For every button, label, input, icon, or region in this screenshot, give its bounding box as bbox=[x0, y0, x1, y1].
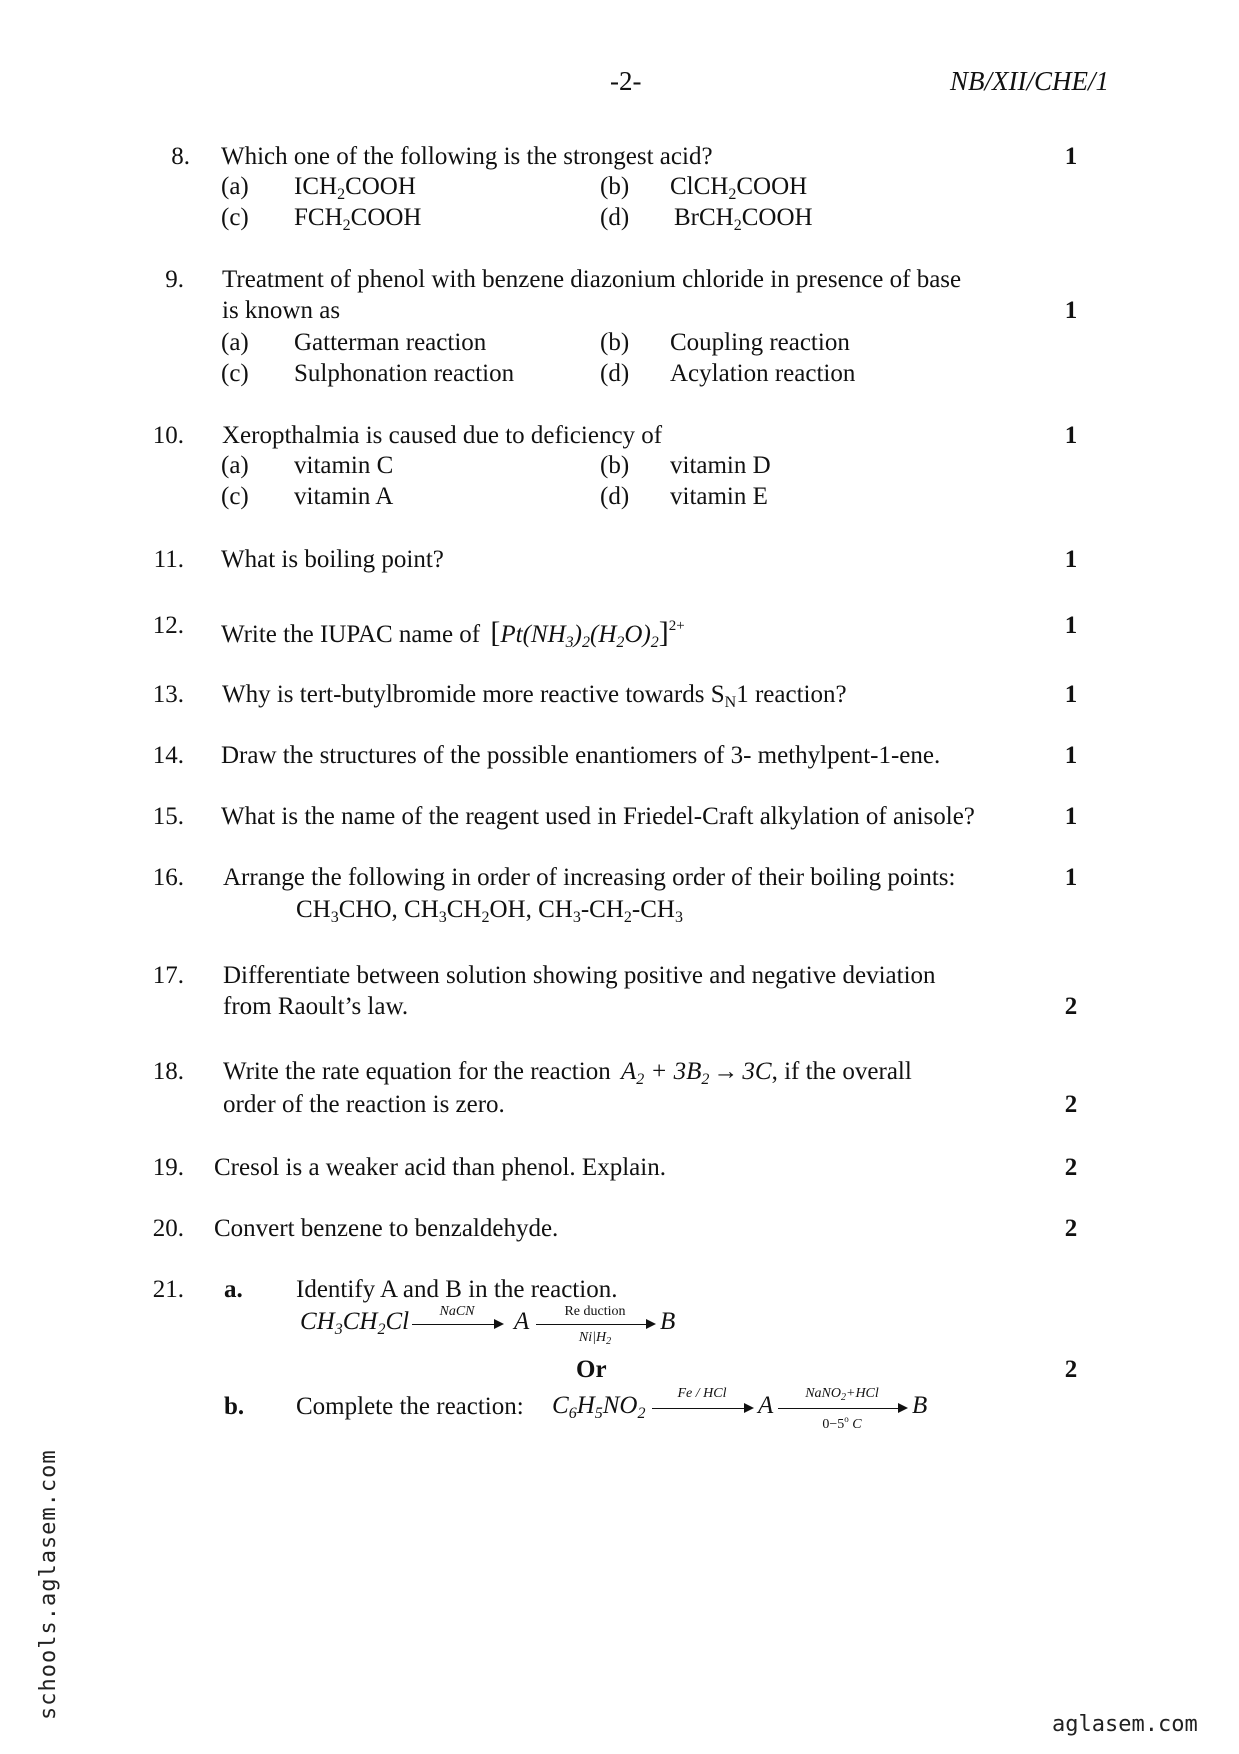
arrow-3-reagent: Fe / HCl bbox=[677, 1386, 727, 1401]
reaction-arrow-4 bbox=[778, 1408, 906, 1409]
q13-number: 13. bbox=[152, 681, 184, 708]
q9-option-a: Gatterman reaction bbox=[294, 329, 487, 356]
q8-number: 8. bbox=[171, 143, 190, 170]
q8-option-d: BrCH$_2$COOH bbox=[674, 204, 813, 234]
q15-text: What is the name of the reagent used in Friedel-Craft alkylation of anisole? bbox=[221, 803, 975, 830]
q12-formula: $[Pt(NH_3)_2(H_2O)_2]^{2+}$ bbox=[490, 616, 685, 651]
q12-marks: 1 bbox=[1064, 612, 1078, 639]
q8-option-c: $FCH_2COOH$ bbox=[294, 204, 422, 234]
q9-c-label: (c) bbox=[221, 360, 249, 387]
arrow-2-reagent: Re duction bbox=[564, 1304, 626, 1319]
q10-marks: 1 bbox=[1064, 422, 1078, 449]
q8-marks: 1 bbox=[1064, 143, 1078, 170]
q17-number: 17. bbox=[152, 962, 184, 989]
q10-a-label: (a) bbox=[221, 452, 249, 479]
q17-text-line2: from Raoult’s law. bbox=[223, 993, 409, 1020]
q18-number: 18. bbox=[152, 1058, 184, 1085]
q10-option-c: vitamin A bbox=[294, 483, 394, 510]
q9-text-line2: is known as bbox=[222, 297, 341, 324]
q9-number: 9. bbox=[165, 266, 184, 293]
q20-text: Convert benzene to benzaldehyde. bbox=[214, 1215, 559, 1242]
page-number: -2- bbox=[610, 66, 642, 96]
reaction-arrow-2 bbox=[536, 1324, 654, 1325]
q10-option-d: vitamin E bbox=[670, 483, 768, 510]
q9-text-line1: Treatment of phenol with benzene diazonium chloride in presence of base bbox=[222, 266, 962, 293]
q20-marks: 2 bbox=[1064, 1215, 1078, 1242]
q16-text: Arrange the following in order of increasing order of their boiling points: bbox=[223, 864, 956, 891]
q17-marks: 2 bbox=[1064, 993, 1078, 1020]
q21-number: 21. bbox=[152, 1276, 184, 1303]
q14-text: Draw the structures of the possible enantiomers of 3- methylpent-1-ene. bbox=[221, 742, 941, 769]
arrow-4-condition: $0-5^o$ C bbox=[822, 1414, 862, 1432]
q13-text: Why is tert-butylbromide more reactive towards $S_N1$ reaction? bbox=[222, 681, 847, 711]
q20-number: 20. bbox=[152, 1215, 184, 1242]
q10-number: 10. bbox=[152, 422, 184, 449]
q8-d-label: (d) bbox=[600, 204, 630, 231]
footer-watermark: aglasem.com bbox=[1052, 1712, 1198, 1737]
q16-compounds: $CH_3CHO$, $CH_3CH_2OH$, $CH_3-CH_2-CH_3$ bbox=[296, 896, 683, 926]
q11-number: 11. bbox=[153, 546, 184, 573]
q11-marks: 1 bbox=[1064, 546, 1078, 573]
q8-text: Which one of the following is the strongest acid? bbox=[221, 143, 713, 170]
q21-b-text: Complete the reaction: bbox=[296, 1393, 524, 1420]
q17-text-line1: Differentiate between solution showing positive and negative deviation bbox=[223, 962, 936, 989]
q9-a-label: (a) bbox=[221, 329, 249, 356]
arrow-2-condition: $Ni|H_2$ bbox=[578, 1330, 612, 1347]
q8-b-label: (b) bbox=[600, 173, 630, 200]
q15-marks: 1 bbox=[1064, 803, 1078, 830]
q21-b-label: b. bbox=[224, 1393, 245, 1420]
q14-number: 14. bbox=[152, 742, 184, 769]
q14-marks: 1 bbox=[1064, 742, 1078, 769]
q18-marks: 2 bbox=[1064, 1091, 1078, 1118]
arrow-4-reagent: NaNO$_2$+HCl bbox=[805, 1386, 879, 1403]
q9-option-d: Acylation reaction bbox=[670, 360, 856, 387]
q16-marks: 1 bbox=[1064, 864, 1078, 891]
q13-marks: 1 bbox=[1064, 681, 1078, 708]
q19-marks: 2 bbox=[1064, 1154, 1078, 1181]
side-watermark: schools.aglasem.com bbox=[36, 1449, 61, 1720]
q9-b-label: (b) bbox=[600, 329, 630, 356]
q18-text-line1: Write the rate equation for the reaction $A_2 + 3B_2 \to 3C$, if the overall bbox=[223, 1058, 912, 1088]
q12-text: Write the IUPAC name of $[Pt(NH_3)_2(H_2O)_2]^{2+}$ bbox=[221, 616, 685, 651]
q19-text: Cresol is a weaker acid than phenol. Explain. bbox=[214, 1154, 666, 1181]
q10-option-b: vitamin D bbox=[670, 452, 771, 479]
q10-c-label: (c) bbox=[221, 483, 249, 510]
q9-option-b: Coupling reaction bbox=[670, 329, 850, 356]
reaction-arrow-1 bbox=[412, 1324, 502, 1325]
q10-b-label: (b) bbox=[600, 452, 630, 479]
reaction-arrow-3 bbox=[652, 1408, 752, 1409]
q10-text: Xeropthalmia is caused due to deficiency of bbox=[222, 422, 663, 449]
q16-number: 16. bbox=[152, 864, 184, 891]
q10-d-label: (d) bbox=[600, 483, 630, 510]
q8-option-b: ClCH$_2$COOH bbox=[670, 173, 808, 203]
q9-d-label: (d) bbox=[600, 360, 630, 387]
q12-number: 12. bbox=[152, 612, 184, 639]
q9-marks: 1 bbox=[1064, 297, 1078, 324]
q21-a-text: Identify A and B in the reaction. bbox=[296, 1276, 618, 1303]
q15-number: 15. bbox=[152, 803, 184, 830]
q10-option-a: vitamin C bbox=[294, 452, 394, 479]
q11-text: What is boiling point? bbox=[221, 546, 444, 573]
q8-a-label: (a) bbox=[221, 173, 249, 200]
q18-text-line2: order of the reaction is zero. bbox=[223, 1091, 505, 1118]
paper-code: NB/XII/CHE/1 bbox=[950, 66, 1109, 96]
q21-marks: 2 bbox=[1064, 1356, 1078, 1383]
q18-equation: $A_2 + 3B_2 \to 3C$ bbox=[620, 1058, 772, 1088]
q8-c-label: (c) bbox=[221, 204, 249, 231]
q9-option-c: Sulphonation reaction bbox=[294, 360, 515, 387]
or-separator: Or bbox=[576, 1356, 607, 1383]
q21-a-label: a. bbox=[224, 1276, 243, 1303]
arrow-1-reagent: NaCN bbox=[439, 1304, 475, 1319]
q19-number: 19. bbox=[152, 1154, 184, 1181]
q8-option-a: $ICH_2COOH$ bbox=[294, 173, 416, 203]
